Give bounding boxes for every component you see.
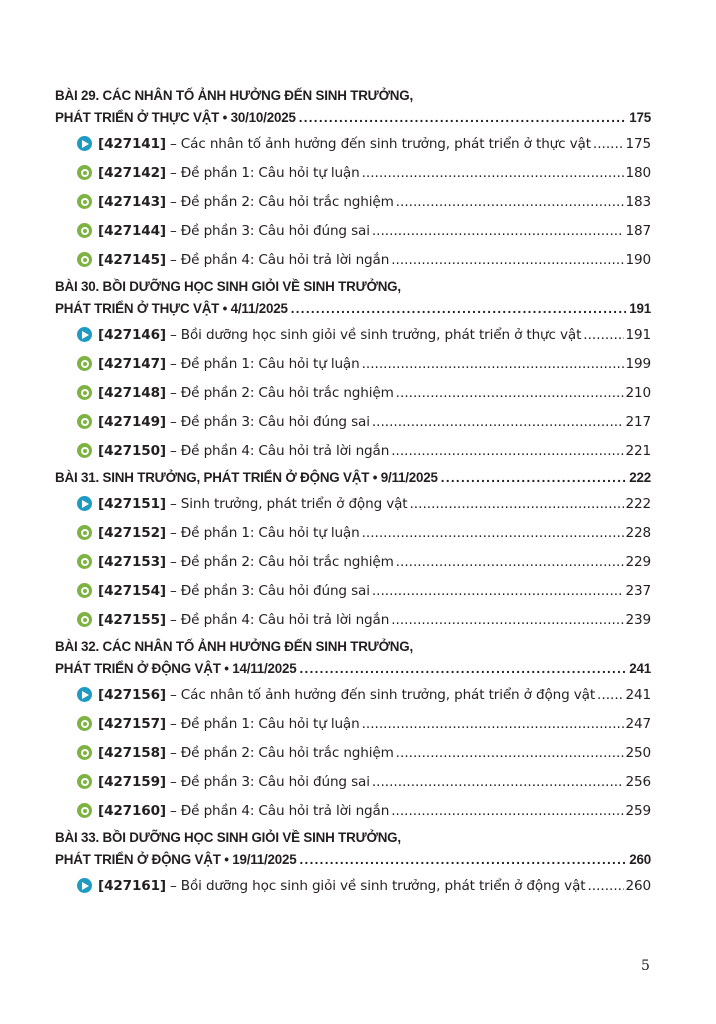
entry-title: – Sinh trưởng, phát triển ở động vật bbox=[169, 495, 408, 512]
dot-leader bbox=[299, 107, 627, 129]
dot-leader bbox=[391, 252, 623, 268]
entry-title: – Đề phần 4: Câu hỏi trả lời ngắn bbox=[169, 802, 390, 819]
page-number: 5 bbox=[641, 958, 650, 974]
dot-leader bbox=[362, 525, 624, 541]
entry-page-number: 199 bbox=[625, 355, 651, 372]
dot-leader bbox=[583, 327, 623, 343]
dot-leader bbox=[291, 298, 627, 320]
entry-page-number: 190 bbox=[625, 251, 651, 268]
lesson-title-line-1: BÀI 29. CÁC NHÂN TỐ ẢNH HƯỞNG ĐẾN SINH TRƯỞNG, bbox=[55, 88, 413, 103]
lesson-section bbox=[55, 636, 651, 827]
dot-leader bbox=[597, 687, 623, 703]
lesson-page-number: 191 bbox=[629, 301, 651, 316]
entry-code: [427161] bbox=[98, 877, 166, 894]
toc-entry[interactable] bbox=[77, 796, 651, 825]
entry-title: – Đề phần 3: Câu hỏi đúng sai bbox=[169, 413, 370, 430]
dot-leader bbox=[441, 467, 626, 489]
video-icon bbox=[77, 327, 92, 342]
toc-entry[interactable] bbox=[77, 320, 651, 349]
entry-page-number: 250 bbox=[625, 744, 651, 761]
entry-page-number: 217 bbox=[625, 413, 651, 430]
entry-code: [427145] bbox=[98, 251, 166, 268]
toc-entry[interactable] bbox=[77, 349, 651, 378]
entry-page-number: 210 bbox=[625, 384, 651, 401]
lesson-section bbox=[55, 276, 651, 467]
quiz-icon bbox=[77, 356, 92, 371]
toc-entry[interactable] bbox=[77, 436, 651, 465]
lesson-title-line-2: PHÁT TRIỂN Ở ĐỘNG VẬT • 14/11/2025 bbox=[55, 661, 297, 676]
entry-page-number: 256 bbox=[625, 773, 651, 790]
quiz-icon bbox=[77, 414, 92, 429]
entry-title: – Đề phần 4: Câu hỏi trả lời ngắn bbox=[169, 251, 390, 268]
entry-code: [427160] bbox=[98, 802, 166, 819]
entry-code: [427144] bbox=[98, 222, 166, 239]
quiz-icon bbox=[77, 803, 92, 818]
dot-leader bbox=[372, 414, 624, 430]
dot-leader bbox=[362, 716, 624, 732]
dot-leader bbox=[372, 583, 624, 599]
toc-entry[interactable] bbox=[77, 489, 651, 518]
toc-entry[interactable] bbox=[77, 407, 651, 436]
entry-code: [427156] bbox=[98, 686, 166, 703]
lesson-title-line-2: PHÁT TRIỂN Ở ĐỘNG VẬT • 19/11/2025 bbox=[55, 852, 297, 867]
quiz-icon bbox=[77, 774, 92, 789]
quiz-icon bbox=[77, 194, 92, 209]
entry-title: – Bồi dưỡng học sinh giỏi về sinh trưởng, phát triển ở thực vật bbox=[169, 326, 582, 343]
entry-code: [427153] bbox=[98, 553, 166, 570]
lesson-title-line-1: BÀI 32. CÁC NHÂN TỐ ẢNH HƯỞNG ĐẾN SINH TRƯỞNG, bbox=[55, 639, 413, 654]
dot-leader bbox=[409, 496, 623, 512]
entry-page-number: 191 bbox=[625, 326, 651, 343]
entry-code: [427152] bbox=[98, 524, 166, 541]
entry-page-number: 180 bbox=[625, 164, 651, 181]
dot-leader bbox=[396, 554, 624, 570]
lesson-section bbox=[55, 85, 651, 276]
dot-leader bbox=[396, 385, 624, 401]
quiz-icon bbox=[77, 525, 92, 540]
entry-code: [427146] bbox=[98, 326, 166, 343]
dot-leader bbox=[300, 849, 627, 871]
toc-entry[interactable] bbox=[77, 187, 651, 216]
quiz-icon bbox=[77, 443, 92, 458]
toc-entry[interactable] bbox=[77, 245, 651, 274]
quiz-icon bbox=[77, 583, 92, 598]
toc-entry[interactable] bbox=[77, 767, 651, 796]
quiz-icon bbox=[77, 385, 92, 400]
dot-leader bbox=[391, 612, 623, 628]
toc-entry[interactable] bbox=[77, 518, 651, 547]
entry-title: – Bồi dưỡng học sinh giỏi về sinh trưởng, phát triển ở động vật bbox=[169, 877, 586, 894]
dot-leader bbox=[587, 878, 623, 894]
entry-title: – Đề phần 4: Câu hỏi trả lời ngắn bbox=[169, 442, 390, 459]
entry-title: – Đề phần 2: Câu hỏi trắc nghiệm bbox=[169, 553, 394, 570]
entry-title: – Đề phần 1: Câu hỏi tự luận bbox=[169, 355, 360, 372]
entry-code: [427147] bbox=[98, 355, 166, 372]
toc-entry[interactable] bbox=[77, 605, 651, 634]
dot-leader bbox=[372, 223, 624, 239]
toc-entry[interactable] bbox=[77, 871, 651, 900]
dot-leader bbox=[396, 745, 624, 761]
entry-page-number: 239 bbox=[625, 611, 651, 628]
toc-entry[interactable] bbox=[77, 158, 651, 187]
dot-leader bbox=[391, 803, 623, 819]
lesson-page-number: 241 bbox=[629, 661, 651, 676]
entry-code: [427148] bbox=[98, 384, 166, 401]
toc-entry[interactable] bbox=[77, 378, 651, 407]
entry-page-number: 247 bbox=[625, 715, 651, 732]
lesson-page-number: 260 bbox=[629, 852, 651, 867]
quiz-icon bbox=[77, 612, 92, 627]
lesson-heading[interactable] bbox=[55, 636, 651, 680]
toc-entry[interactable] bbox=[77, 576, 651, 605]
entry-code: [427159] bbox=[98, 773, 166, 790]
entry-page-number: 259 bbox=[625, 802, 651, 819]
toc-entry[interactable] bbox=[77, 547, 651, 576]
entry-code: [427150] bbox=[98, 442, 166, 459]
quiz-icon bbox=[77, 554, 92, 569]
video-icon bbox=[77, 496, 92, 511]
entry-code: [427154] bbox=[98, 582, 166, 599]
video-icon bbox=[77, 136, 92, 151]
lesson-title-line-1: BÀI 33. BỒI DƯỠNG HỌC SINH GIỎI VỀ SINH TRƯỞNG, bbox=[55, 830, 401, 845]
entry-title: – Đề phần 3: Câu hỏi đúng sai bbox=[169, 222, 370, 239]
entry-title: – Các nhân tố ảnh hưởng đến sinh trưởng, phát triển ở thực vật bbox=[169, 135, 591, 152]
entry-title: – Đề phần 4: Câu hỏi trả lời ngắn bbox=[169, 611, 390, 628]
lesson-heading[interactable] bbox=[55, 276, 651, 320]
toc-entry[interactable] bbox=[77, 738, 651, 767]
video-icon bbox=[77, 687, 92, 702]
toc-entry[interactable] bbox=[77, 680, 651, 709]
entry-title: – Đề phần 1: Câu hỏi tự luận bbox=[169, 715, 360, 732]
lesson-heading[interactable] bbox=[55, 467, 651, 489]
entry-title: – Đề phần 3: Câu hỏi đúng sai bbox=[169, 773, 370, 790]
table-of-contents bbox=[55, 85, 651, 902]
lesson-section bbox=[55, 827, 651, 902]
quiz-icon bbox=[77, 223, 92, 238]
lesson-heading[interactable] bbox=[55, 827, 651, 871]
entry-code: [427157] bbox=[98, 715, 166, 732]
entry-code: [427141] bbox=[98, 135, 166, 152]
quiz-icon bbox=[77, 165, 92, 180]
toc-entry[interactable] bbox=[77, 709, 651, 738]
quiz-icon bbox=[77, 745, 92, 760]
entry-page-number: 222 bbox=[625, 495, 651, 512]
entry-title: – Đề phần 2: Câu hỏi trắc nghiệm bbox=[169, 193, 394, 210]
entry-page-number: 187 bbox=[625, 222, 651, 239]
entry-code: [427158] bbox=[98, 744, 166, 761]
dot-leader bbox=[372, 774, 624, 790]
dot-leader bbox=[362, 165, 624, 181]
lesson-title-line-2: PHÁT TRIỂN Ở THỰC VẬT • 30/10/2025 bbox=[55, 110, 296, 125]
dot-leader bbox=[391, 443, 623, 459]
entry-page-number: 183 bbox=[625, 193, 651, 210]
entry-page-number: 237 bbox=[625, 582, 651, 599]
entry-title: – Đề phần 2: Câu hỏi trắc nghiệm bbox=[169, 744, 394, 761]
entry-code: [427143] bbox=[98, 193, 166, 210]
dot-leader bbox=[396, 194, 624, 210]
entry-title: – Đề phần 1: Câu hỏi tự luận bbox=[169, 164, 360, 181]
entry-title: – Đề phần 1: Câu hỏi tự luận bbox=[169, 524, 360, 541]
toc-entry[interactable] bbox=[77, 129, 651, 158]
entry-code: [427149] bbox=[98, 413, 166, 430]
entry-page-number: 221 bbox=[625, 442, 651, 459]
lesson-heading[interactable] bbox=[55, 85, 651, 129]
dot-leader bbox=[593, 136, 624, 152]
entry-page-number: 229 bbox=[625, 553, 651, 570]
dot-leader bbox=[362, 356, 624, 372]
entry-code: [427155] bbox=[98, 611, 166, 628]
entry-code: [427151] bbox=[98, 495, 166, 512]
lesson-title-line-2: PHÁT TRIỂN Ở THỰC VẬT • 4/11/2025 bbox=[55, 301, 288, 316]
dot-leader bbox=[300, 658, 627, 680]
entry-page-number: 175 bbox=[625, 135, 651, 152]
lesson-page-number: 222 bbox=[629, 470, 651, 485]
lesson-page-number: 175 bbox=[629, 110, 651, 125]
entry-title: – Các nhân tố ảnh hưởng đến sinh trưởng, phát triển ở động vật bbox=[169, 686, 596, 703]
entry-page-number: 228 bbox=[625, 524, 651, 541]
lesson-title: BÀI 31. SINH TRƯỞNG, PHÁT TRIỂN Ở ĐỘNG VẬT • 9/11/2025 bbox=[55, 470, 438, 485]
quiz-icon bbox=[77, 252, 92, 267]
toc-entry[interactable] bbox=[77, 216, 651, 245]
lesson-section bbox=[55, 467, 651, 636]
entry-page-number: 260 bbox=[625, 877, 651, 894]
video-icon bbox=[77, 878, 92, 893]
entry-page-number: 241 bbox=[625, 686, 651, 703]
entry-title: – Đề phần 3: Câu hỏi đúng sai bbox=[169, 582, 370, 599]
lesson-title-line-1: BÀI 30. BỒI DƯỠNG HỌC SINH GIỎI VỀ SINH TRƯỞNG, bbox=[55, 279, 401, 294]
entry-code: [427142] bbox=[98, 164, 166, 181]
quiz-icon bbox=[77, 716, 92, 731]
entry-title: – Đề phần 2: Câu hỏi trắc nghiệm bbox=[169, 384, 394, 401]
